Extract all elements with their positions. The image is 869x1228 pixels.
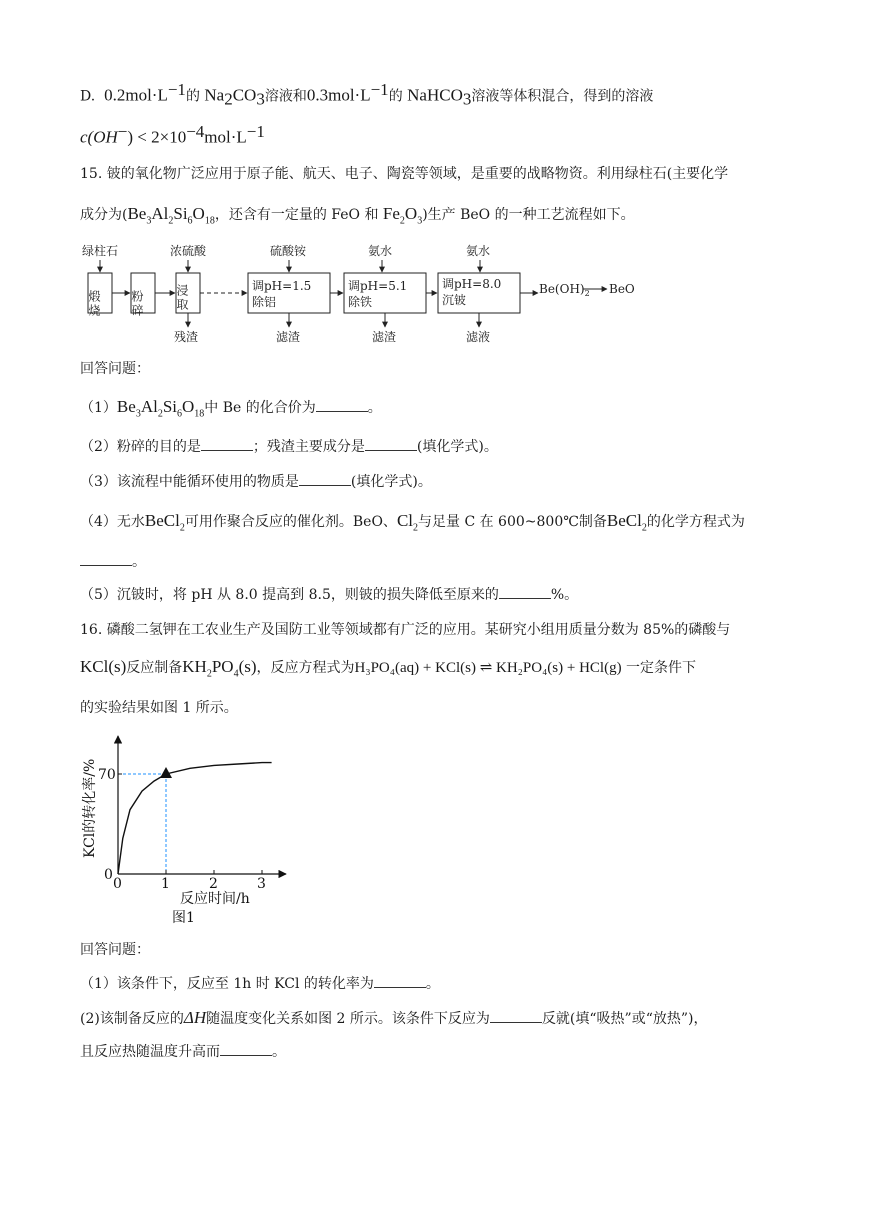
conc-1: 0.2mol·L <box>104 85 168 105</box>
formula-nahco3: NaHCO <box>407 85 463 105</box>
output-filter-residue-2: 滤渣 <box>372 330 397 344</box>
text: (填化学式)。 <box>350 474 432 490</box>
y-tick-label: 70 <box>98 767 116 783</box>
input-h2so4: 浓硫酸 <box>170 244 207 258</box>
x-tick-label: 2 <box>209 876 218 892</box>
text: 的化学方程式为 <box>646 514 745 530</box>
text: 成分为( <box>80 207 128 223</box>
q15-question-3 <box>80 472 432 492</box>
text: （1）该条件下，反应至 1h 时 KCl 的转化率为 <box>80 976 374 992</box>
output-filter-residue-1: 滤渣 <box>276 330 301 344</box>
text: 与足量 C 在 600~800℃制备 <box>418 514 607 530</box>
formula-fe2o3: $Fe_2O_3$ <box>382 204 423 227</box>
formula-kcl: KCl(s) <box>80 657 127 676</box>
answer-blank[interactable] <box>499 586 551 599</box>
conc-unit: mol·L <box>204 127 247 147</box>
q15-intro-2 <box>80 204 635 231</box>
option-d-line: D. $0.2mol\cdot L^{-1}$的 $Na_2CO_3$溶液和$0.3mol\cdot L^{-1}$的 NaHCO$_3$溶液等体积混合，得到的溶液 <box>80 80 654 109</box>
q16-question-2 <box>80 1008 707 1029</box>
answer-blank[interactable] <box>490 1010 542 1023</box>
text: 溶液和 <box>264 88 307 105</box>
q16-intro-3: 的实验结果如图 1 所示。 <box>80 700 238 716</box>
text: ，反应方程式为 <box>256 660 355 676</box>
text: 的 <box>185 88 200 105</box>
text: 。 <box>272 1044 286 1060</box>
conc-2: 0.3mol·L <box>306 85 371 105</box>
y-tick-label: 0 <box>104 867 113 883</box>
text: 的 <box>388 88 403 105</box>
text: 反就(填“吸热”或“放热”)， <box>541 1011 708 1027</box>
text: 反应制备 <box>126 660 183 676</box>
q15-question-1 <box>80 397 382 424</box>
formula-kh2po4: $KH_2PO_4(s)$ <box>182 657 257 680</box>
q16-intro-1: 16. 磷酸二氢钾在工农业生产及国防工业等领域都有广泛的应用。某研究小组用质量分数为 85%的磷酸与 <box>80 622 731 638</box>
text: 且反应热随温度升高而 <box>80 1044 220 1060</box>
x-axis-label: 反应时间/h <box>180 891 250 907</box>
q15-question-4 <box>80 511 745 538</box>
box-label: 煅烧 <box>87 290 101 318</box>
q16-question-3 <box>80 1042 286 1062</box>
q16-intro-2 <box>80 657 696 684</box>
q16-answer-header: 回答问题： <box>80 942 150 958</box>
q15-answer-header: 回答问题： <box>80 361 150 377</box>
input-nh3-2: 氨水 <box>466 244 491 258</box>
answer-blank[interactable] <box>374 975 426 988</box>
text: %。 <box>550 587 579 603</box>
text: (填化学式)。 <box>416 439 498 455</box>
text: 溶液等体积混合，得到的溶液 <box>471 88 654 105</box>
text: 。 <box>425 976 440 992</box>
box-label: 调pH=8.0 <box>442 277 502 291</box>
text: （5）沉铍时，将 pH 从 8.0 提高到 8.5，则铍的损失降低至原来的 <box>80 587 499 603</box>
text: （2）粉碎的目的是 <box>80 439 201 455</box>
box-label: 粉碎 <box>130 290 144 318</box>
conversion-curve <box>118 763 272 874</box>
product-beoh2: $Be(OH)_2$ <box>539 282 590 298</box>
text: (2)该制备反应的 <box>80 1011 184 1027</box>
text: （4）无水 <box>80 514 145 530</box>
box-label: 沉铍 <box>442 293 467 307</box>
q15-question-5 <box>80 585 578 605</box>
answer-blank[interactable] <box>201 438 253 451</box>
box-label: 除铁 <box>348 295 373 309</box>
product-beo: BeO <box>609 282 635 296</box>
reaction-equation: H₃PO₄(aq) + KCl(s) ⇌ KH₂PO₄(s) + HCl(g) <box>354 660 622 676</box>
x-tick-label: 1 <box>161 876 170 892</box>
formula-beryl: $Be_3Al_2Si_6O_{18}$ <box>116 397 205 420</box>
input-nh4so4: 硫酸铵 <box>270 244 307 258</box>
text: ；残渣主要成分是 <box>252 439 365 455</box>
option-d-conc: $c(OH^-) < 2\times 10^{-4}mol\cdot L^{-1}$ <box>80 122 265 147</box>
text: )生产 BeO 的一种工艺流程如下。 <box>422 207 635 223</box>
x-tick-label: 0 <box>113 876 122 892</box>
q16-question-1 <box>80 974 440 994</box>
formula-becl2: BeCl$_2$ <box>606 511 647 534</box>
formula-becl2: BeCl$_2$ <box>144 511 185 534</box>
text: （1） <box>80 400 117 416</box>
box-label: 除铝 <box>252 295 277 309</box>
output-filtrate: 滤液 <box>466 330 491 344</box>
q15-question-2 <box>80 437 498 457</box>
q15-question-4-answer <box>80 552 146 572</box>
conc-inequality: ) < 2×10 <box>127 127 187 147</box>
text: 可用作聚合反应的催化剂。BeO、 <box>184 514 397 530</box>
box-label: 浸取 <box>175 284 189 312</box>
q15-intro-1: 15. 铍的氧化物广泛应用于原子能、航天、电子、陶瓷等领域，是重要的战略物资。利用绿柱石(主要化学 <box>80 166 729 182</box>
text: 。 <box>132 554 146 570</box>
box-label: 调pH=1.5 <box>252 279 312 293</box>
text: ，还含有一定量的 FeO 和 <box>214 207 379 223</box>
answer-blank[interactable] <box>299 473 351 486</box>
formula-cl2: $Cl_2$ <box>396 511 418 534</box>
process-flow-diagram <box>80 240 640 350</box>
conversion-chart <box>76 730 296 930</box>
input-nh3-1: 氨水 <box>368 244 393 258</box>
input-beryl: 绿柱石 <box>82 244 119 258</box>
text: 一定条件下 <box>626 660 697 676</box>
answer-blank[interactable] <box>365 438 417 451</box>
output-residue: 残渣 <box>174 330 199 344</box>
y-axis-label: KCl的转化率/% <box>82 758 98 858</box>
text: 。 <box>367 400 382 416</box>
conc-expression: c(OH <box>80 127 118 147</box>
text: 中 Be 的化合价为 <box>204 400 316 416</box>
box-label: 调pH=5.1 <box>348 279 408 293</box>
text: 随温度变化关系如图 2 所示。该条件下反应为 <box>206 1011 490 1027</box>
formula-na2co3: Na <box>204 85 225 105</box>
x-tick-label: 3 <box>257 876 266 892</box>
answer-blank[interactable] <box>220 1043 272 1056</box>
formula-beryl: $Be_3Al_2Si_6O_{18}$ <box>127 204 215 227</box>
answer-blank[interactable] <box>80 553 132 566</box>
option-label: D. <box>80 88 96 105</box>
answer-blank[interactable] <box>316 399 368 412</box>
text: （3）该流程中能循环使用的物质是 <box>80 474 299 490</box>
delta-h: ΔH <box>183 1008 207 1027</box>
chart-title: 图1 <box>172 910 195 926</box>
